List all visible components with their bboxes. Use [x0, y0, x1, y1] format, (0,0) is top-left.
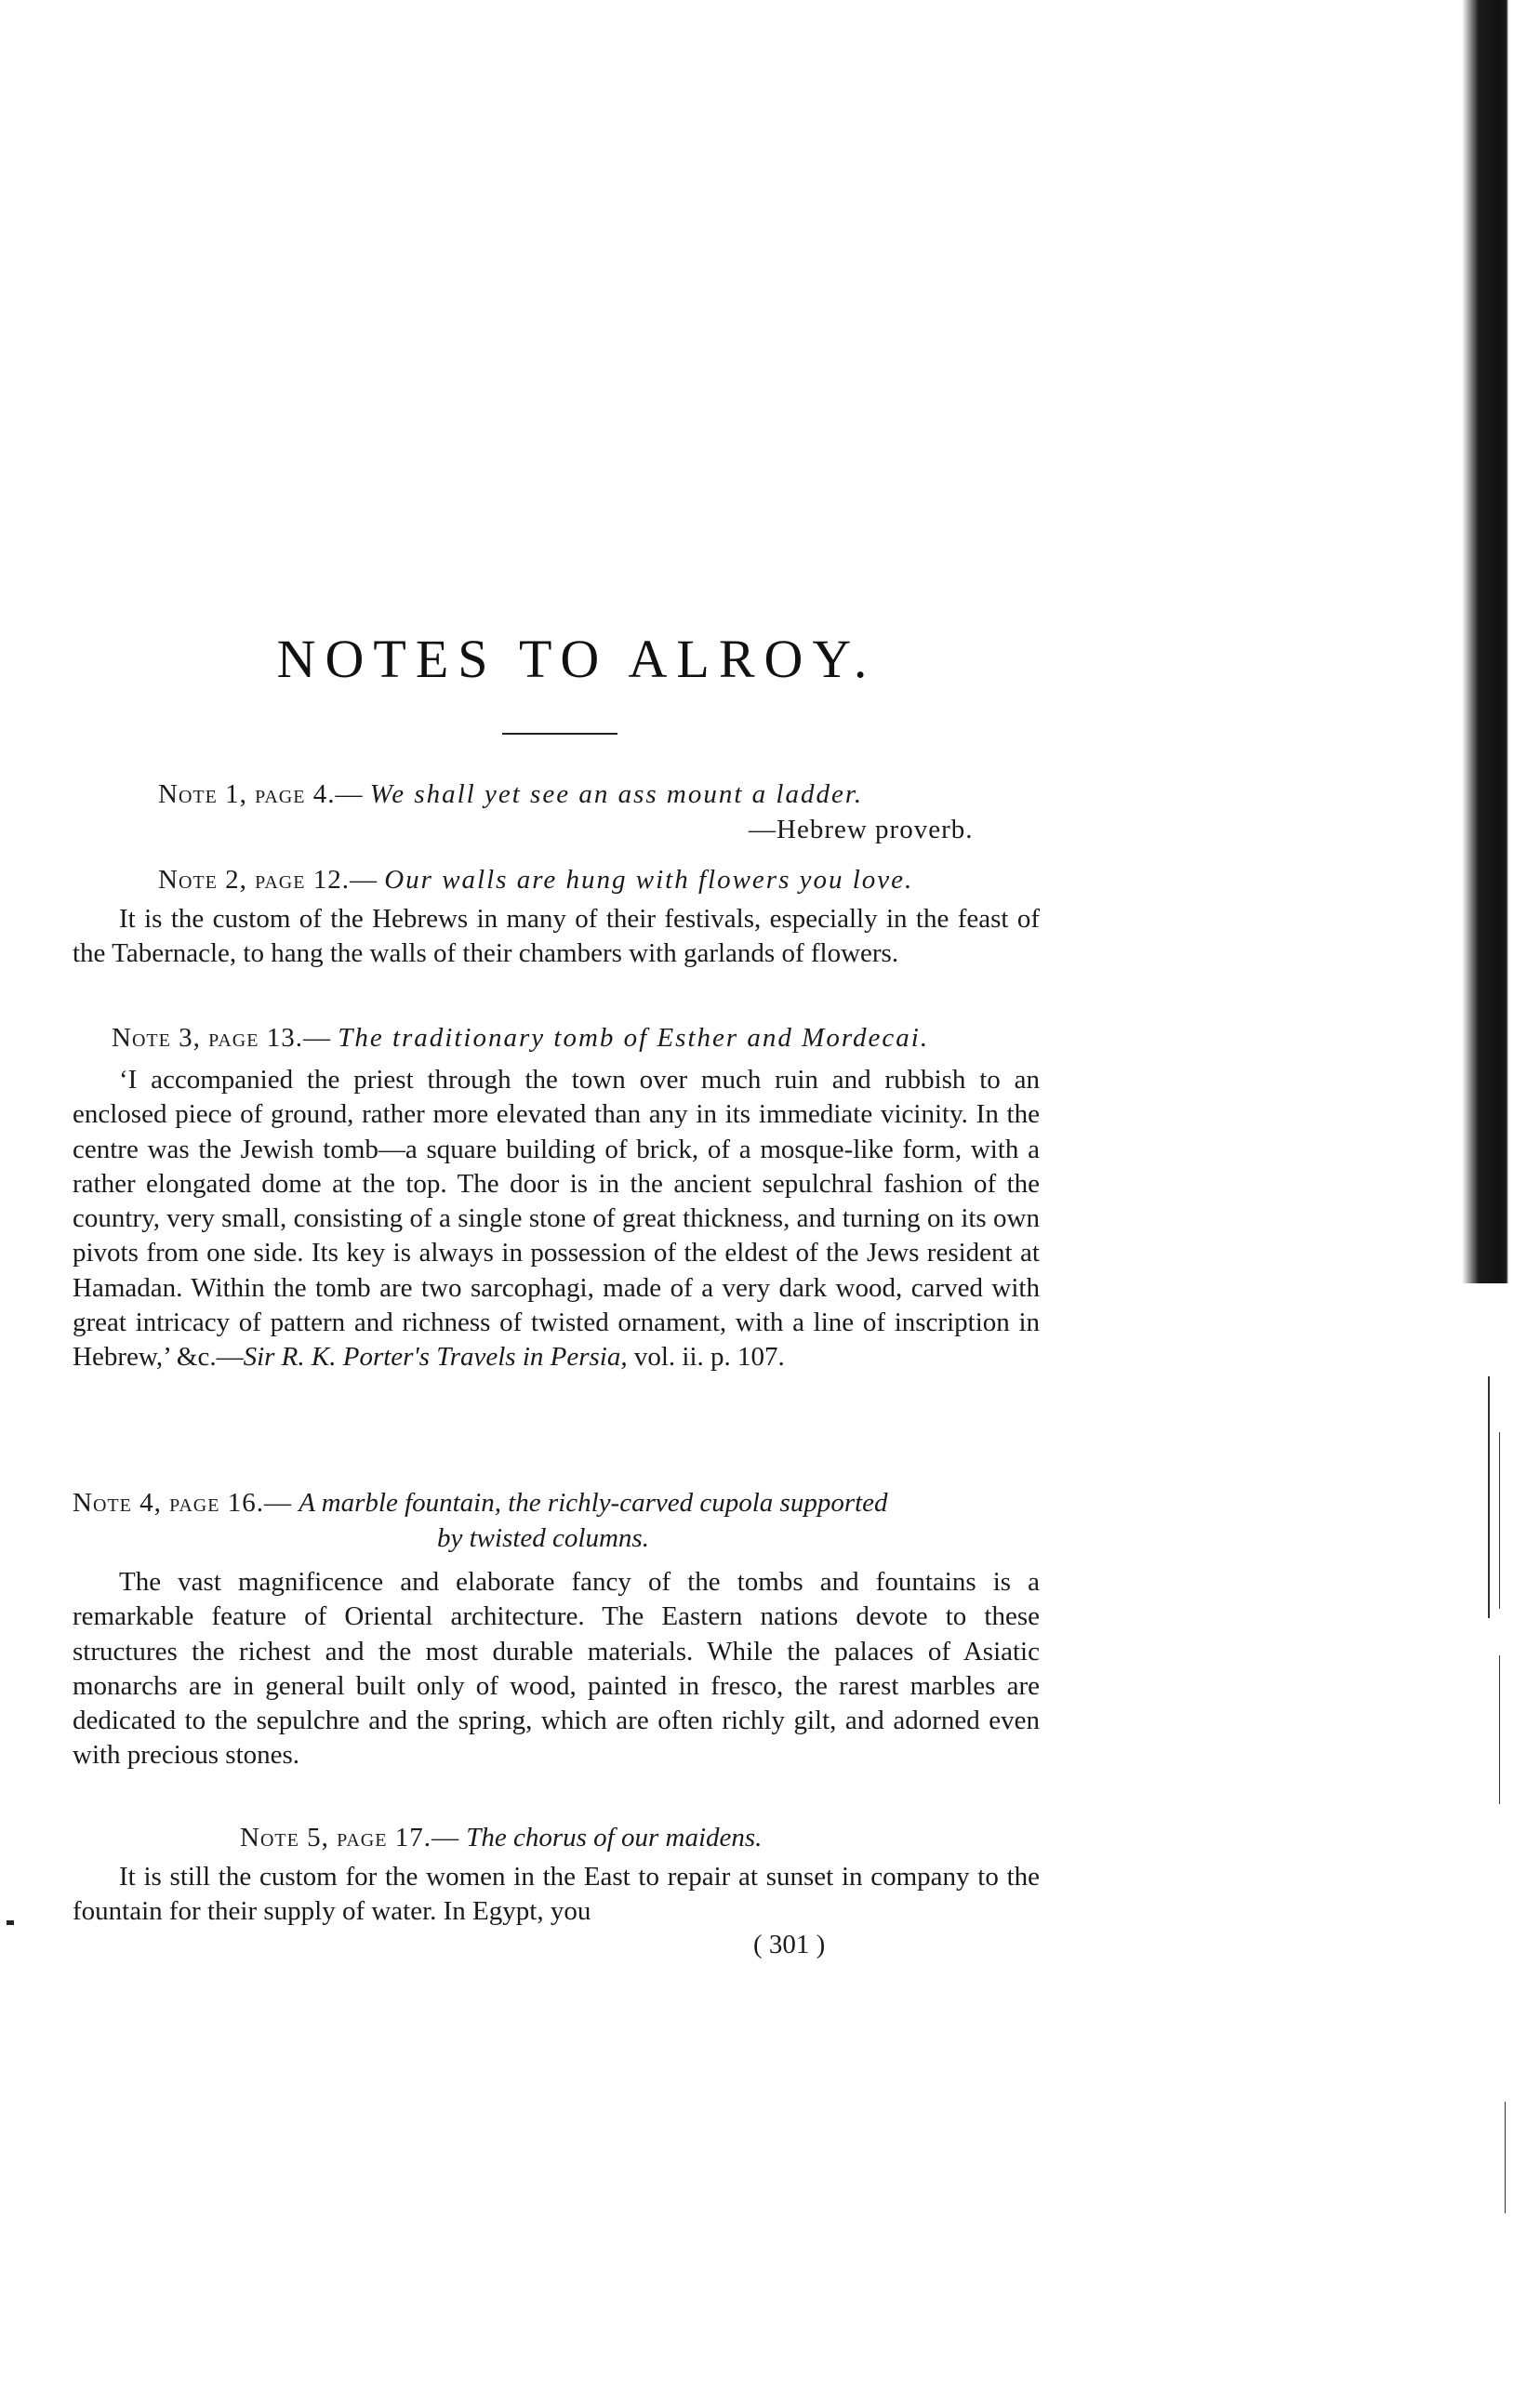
note-citation-tail: vol. ii. p. 107. — [627, 1342, 785, 1373]
stray-mark — [7, 1920, 14, 1925]
scan-edge-line — [1499, 1655, 1500, 1804]
note-citation: Sir R. K. Porter's Travels in Persia, — [243, 1342, 628, 1373]
note-label: Note 4, page 16.— — [73, 1488, 292, 1518]
note-quote: A marble fountain, the richly-carved cupola supported — [299, 1488, 888, 1518]
note-quote-cont: by twisted columns. — [437, 1523, 649, 1553]
note-5-body — [73, 1860, 1040, 1930]
note-3-body — [73, 1063, 1040, 1375]
note-quote: The traditionary tomb of Esther and Mordecai. — [338, 1023, 930, 1053]
page-number: ( 301 ) — [753, 1930, 826, 1959]
note-2-heading — [158, 865, 913, 896]
scan-gutter-shadow — [1462, 0, 1508, 1283]
note-1-attribution: —Hebrew proverb. — [749, 815, 974, 844]
scan-edge-line — [1499, 1432, 1500, 1609]
title-rule — [502, 733, 617, 735]
note-2-body — [73, 902, 1040, 972]
page-title: NOTES TO ALROY. — [276, 629, 877, 689]
note-body-text: It is the custom of the Hebrews in many of their festivals, especially in the feast of the Tabernacle, to hang the walls of their chambers with garlands of flowers. — [73, 904, 1040, 969]
note-quote: Our walls are hung with flowers you love. — [384, 865, 914, 895]
note-label: Note 3, page 13.— — [112, 1023, 331, 1053]
note-4-heading-cont — [437, 1523, 649, 1554]
scan-edge-line — [1488, 1376, 1490, 1618]
note-body-text: The vast magnificence and elaborate fancy of the tombs and fountains is a remarkable feature of Oriental architecture. The Eastern nations devote to these structures the richest and the most durable materials. While the palaces of Asiatic monarchs are in general built only of wood, painted in fresco, the rarest marbles are dedicated to the sepulchre and the spring, which are often richly gilt, and adorned even with precious stones. — [73, 1567, 1040, 1771]
note-body-text: It is still the custom for the women in the East to repair at sunset in company to the fountain for their supply of water. In Egypt, you — [73, 1862, 1040, 1927]
note-4-heading — [73, 1488, 888, 1519]
note-label: Note 5, page 17.— — [240, 1823, 459, 1852]
scan-edge-line — [1505, 2102, 1506, 2213]
note-label: Note 1, page 4.— — [158, 779, 364, 809]
note-quote: The chorus of our maidens. — [466, 1823, 763, 1852]
note-1-heading — [158, 779, 863, 810]
note-4-body — [73, 1565, 1040, 1773]
note-3-heading — [112, 1023, 929, 1054]
note-quote: We shall yet see an ass mount a ladder. — [369, 779, 864, 809]
note-label: Note 2, page 12.— — [158, 865, 378, 895]
note-body-text: ‘I accompanied the priest through the town over much ruin and rubbish to an enclosed piece of ground, rather more elevated than any in its immediate vicinity. In the centre was the Jewish tomb—a square building of brick, of a mosque-like form, with a rather elongated dome at the top. The door is in the ancient sepulchral fashion of the country, very small, consisting of a single stone of great thickness, and turning on its own pivots from one side. Its key is always in possession of the eldest of the Jews resident at Hamadan. Within the tomb are two sarcophagi, made of a very dark wood, carved with great intricacy of pattern and richness of twisted ornament, with a line of inscription in Hebrew,’ &c.— — [73, 1065, 1040, 1373]
note-5-heading — [240, 1823, 762, 1853]
